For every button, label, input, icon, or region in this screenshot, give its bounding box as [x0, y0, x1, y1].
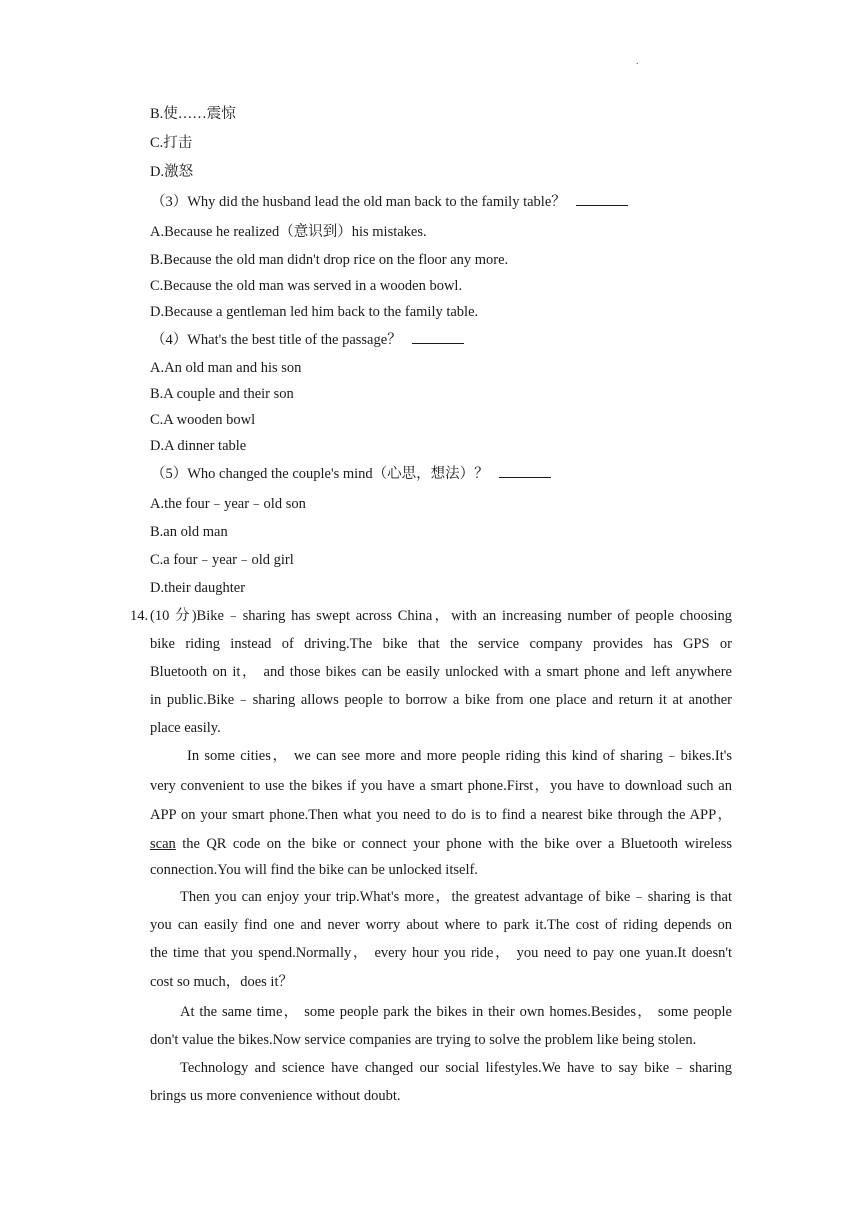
q3-option-a: A.Because he realized（意识到）his mistakes. — [150, 224, 427, 240]
passage-line: connection.You will find the bike can be unlocked itself. — [150, 862, 478, 878]
q4-answer-blank — [412, 331, 464, 344]
q4-stem-text: （4）What's the best title of the passage？ — [151, 332, 402, 348]
passage-line-with-underline — [150, 834, 732, 854]
q5-option-a: A.the four﹣year﹣old son — [150, 496, 306, 512]
page-marker: . — [636, 56, 639, 67]
passage-line: the time that you spend.Normally， every hour you ride， you need to pay one yuan.It doesn't — [150, 945, 732, 961]
q5-stem-text: （5）Who changed the couple's mind（心思，想法）？ — [151, 466, 489, 482]
q2-option-b: B.使……震惊 — [150, 106, 236, 122]
q3-option-c: C.Because the old man was served in a wooden bowl. — [150, 278, 463, 294]
q5-answer-blank — [499, 465, 551, 478]
passage-line: At the same time， some people park the bikes in their own homes.Besides， some people — [180, 1004, 732, 1020]
passage-line: place easily. — [150, 720, 221, 736]
passage-line: very convenient to use the bikes if you have a smart phone.First，you have to download such an — [150, 778, 732, 794]
q3-answer-blank — [576, 193, 628, 206]
q2-option-c: C.打击 — [150, 135, 193, 151]
q4-stem — [151, 330, 464, 350]
underlined-word: scan — [150, 836, 176, 852]
q5-option-b: B.an old man — [150, 524, 228, 540]
passage-line: cost so much，does it？ — [150, 974, 293, 990]
passage-line: Then you can enjoy your trip.What's more，the greatest advantage of bike﹣sharing is that — [180, 889, 732, 905]
passage-line-rest: the QR code on the bike or connect your phone with the bike over a Bluetooth wireless — [175, 836, 732, 852]
q3-stem — [151, 192, 628, 212]
passage-line: bike riding instead of driving.The bike that the service company provides has GPS or — [150, 636, 732, 652]
passage-line: In some cities， we can see more and more people riding this kind of sharing﹣bikes.It's — [187, 748, 732, 764]
passage-line: brings us more convenience without doubt. — [150, 1088, 401, 1104]
passage-line: APP on your smart phone.Then what you need to do is to find a nearest bike through the APP， — [150, 807, 732, 823]
passage-line: don't value the bikes.Now service companies are trying to solve the problem like being stolen. — [150, 1032, 697, 1048]
passage-line: Bluetooth on it， and those bikes can be easily unlocked with a smart phone and left anywhere — [150, 664, 732, 680]
passage-line: Technology and science have changed our social lifestyles.We have to say bike﹣sharing — [180, 1060, 732, 1076]
question-number: 14. — [130, 608, 149, 624]
passage-line: (10 分)Bike﹣sharing has swept across China，with an increasing number of people choosing — [150, 608, 732, 624]
q5-stem — [151, 464, 551, 484]
q5-option-c: C.a four﹣year﹣old girl — [150, 552, 294, 568]
q3-stem-text: （3）Why did the husband lead the old man back to the family table？ — [151, 194, 566, 210]
q3-option-d: D.Because a gentleman led him back to the family table. — [150, 304, 479, 320]
q4-option-b: B.A couple and their son — [150, 386, 294, 402]
q4-option-c: C.A wooden bowl — [150, 412, 256, 428]
q2-option-d: D.激怒 — [150, 164, 194, 180]
q5-option-d: D.their daughter — [150, 580, 246, 596]
passage-line: you can easily find one and never worry about where to park it.The cost of riding depends on — [150, 917, 732, 933]
q4-option-a: A.An old man and his son — [150, 360, 302, 376]
q3-option-b: B.Because the old man didn't drop rice on the floor any more. — [150, 252, 509, 268]
q4-option-d: D.A dinner table — [150, 438, 247, 454]
passage-line: in public.Bike﹣sharing allows people to borrow a bike from one place and return it at another — [150, 692, 732, 708]
